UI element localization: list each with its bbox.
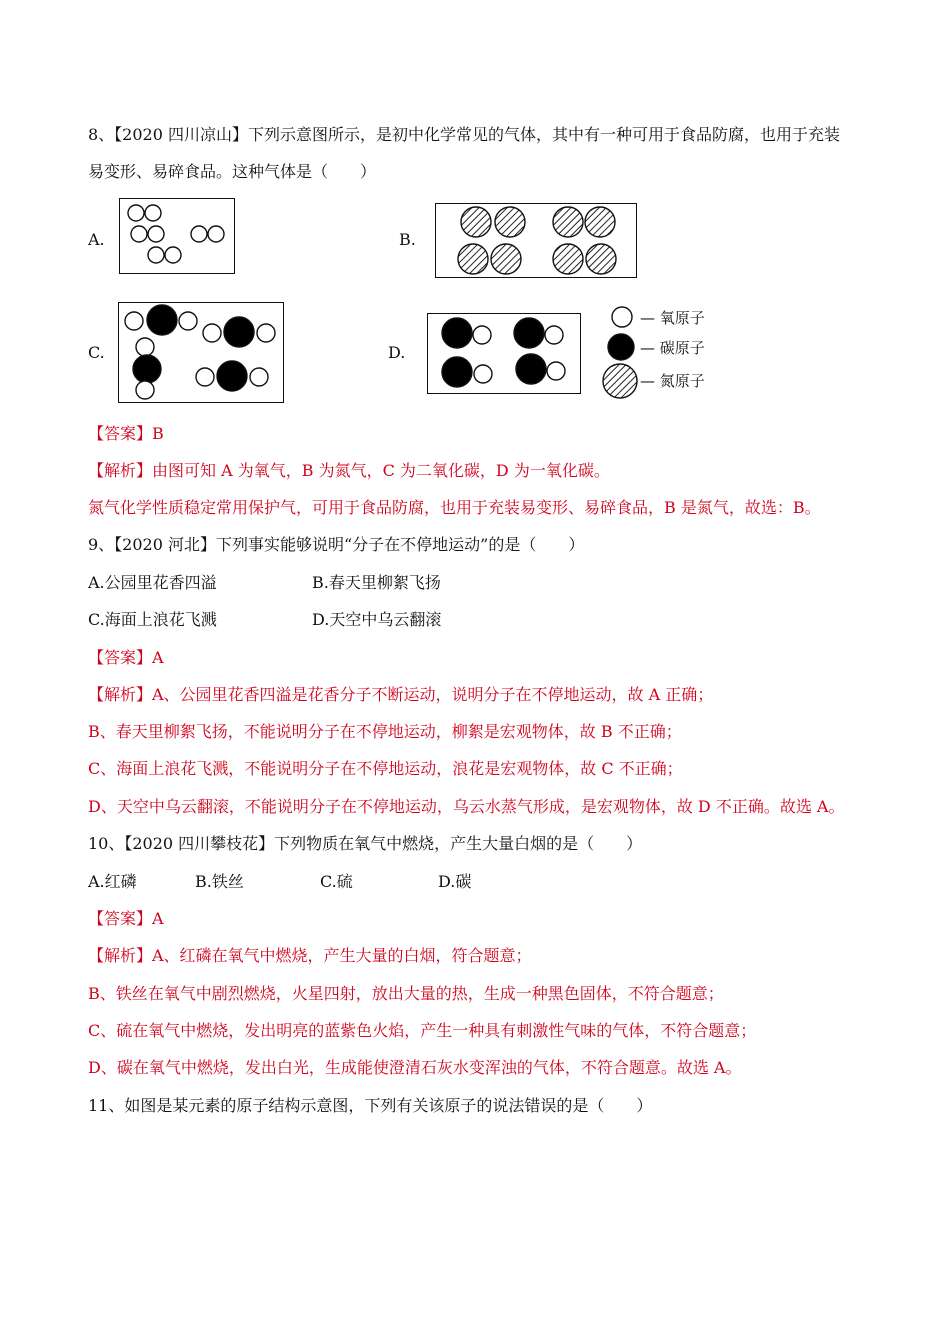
q8-stem-line2: 易变形、易碎食品。这种气体是（ ） <box>88 162 377 181</box>
q10-option-a: A.红磷 <box>88 872 137 891</box>
q9-analysis-line: C、海面上浪花飞溅，不能说明分子在不停地运动，浪花是宏观物体，故 C 不正确； <box>88 759 683 778</box>
q8-analysis-line2: 氮气化学性质稳定常用保护气，可用于食品防腐，也用于充装易变形、易碎食品，B 是氮气，故选：B。 <box>88 498 821 517</box>
q9-option-a: A.公园里花香四溢 <box>88 573 217 592</box>
q9-stem: 9、【2020 河北】下列事实能够说明“分子在不停地运动”的是（ ） <box>88 535 585 554</box>
q8-option-d-label: D. <box>388 343 406 362</box>
q9-analysis-line: B、春天里柳絮飞扬，不能说明分子在不停地运动，柳絮是宏观物体，故 B 不正确； <box>88 722 682 741</box>
q8-option-c-label: C. <box>88 343 105 362</box>
legend-carbon-label: — 碳原子 <box>640 339 705 357</box>
q9-option-d: D.天空中乌云翻滚 <box>312 610 442 629</box>
q10-option-d: D.碳 <box>438 872 472 891</box>
q8-stem-line1: 8、【2020 四川凉山】下列示意图所示，是初中化学常见的气体，其中有一种可用于食品防腐，也用于充装 <box>88 125 840 144</box>
q10-analysis-line: 【解析】A、红磷在氧气中燃烧，产生大量的白烟，符合题意； <box>88 946 532 965</box>
q9-analysis-line: 【解析】A、公园里花香四溢是花香分子不断运动，说明分子在不停地运动，故 A 正确； <box>88 685 714 704</box>
q9-option-b: B.春天里柳絮飞扬 <box>312 573 441 592</box>
q11-stem: 11、如图是某元素的原子结构示意图，下列有关该原子的说法错误的是（ ） <box>88 1096 653 1115</box>
q9-answer: 【答案】A <box>88 648 164 667</box>
q10-answer: 【答案】A <box>88 909 164 928</box>
q9-option-c: C.海面上浪花飞溅 <box>88 610 217 629</box>
q10-analysis-line: B、铁丝在氧气中剧烈燃烧，火星四射，放出大量的热，生成一种黑色固体，不符合题意； <box>88 984 724 1003</box>
q8-answer: 【答案】B <box>88 424 164 443</box>
q10-analysis-line: D、碳在氧气中燃烧，发出白光，生成能使澄清石灰水变浑浊的气体，不符合题意。故选 A。 <box>88 1058 742 1077</box>
q10-stem: 10、【2020 四川攀枝花】下列物质在氧气中燃烧，产生大量白烟的是（ ） <box>88 834 643 853</box>
q8-analysis-line1: 【解析】由图可知 A 为氧气，B 为氮气，C 为二氧化碳，D 为一氧化碳。 <box>88 461 610 480</box>
q8-option-b-label: B. <box>399 230 416 249</box>
q8-option-a-label: A. <box>88 230 105 249</box>
q9-analysis-line: D、天空中乌云翻滚，不能说明分子在不停地运动，乌云水蒸气形成，是宏观物体，故 D 不正确。故选 A。 <box>88 797 845 816</box>
q10-option-c: C.硫 <box>320 872 353 891</box>
legend-oxygen-label: — 氧原子 <box>640 309 705 327</box>
q10-analysis-line: C、硫在氧气中燃烧，发出明亮的蓝紫色火焰，产生一种具有刺激性气味的气体，不符合题意； <box>88 1021 757 1040</box>
legend-nitrogen-label: — 氮原子 <box>640 372 705 390</box>
q10-option-b: B.铁丝 <box>195 872 244 891</box>
